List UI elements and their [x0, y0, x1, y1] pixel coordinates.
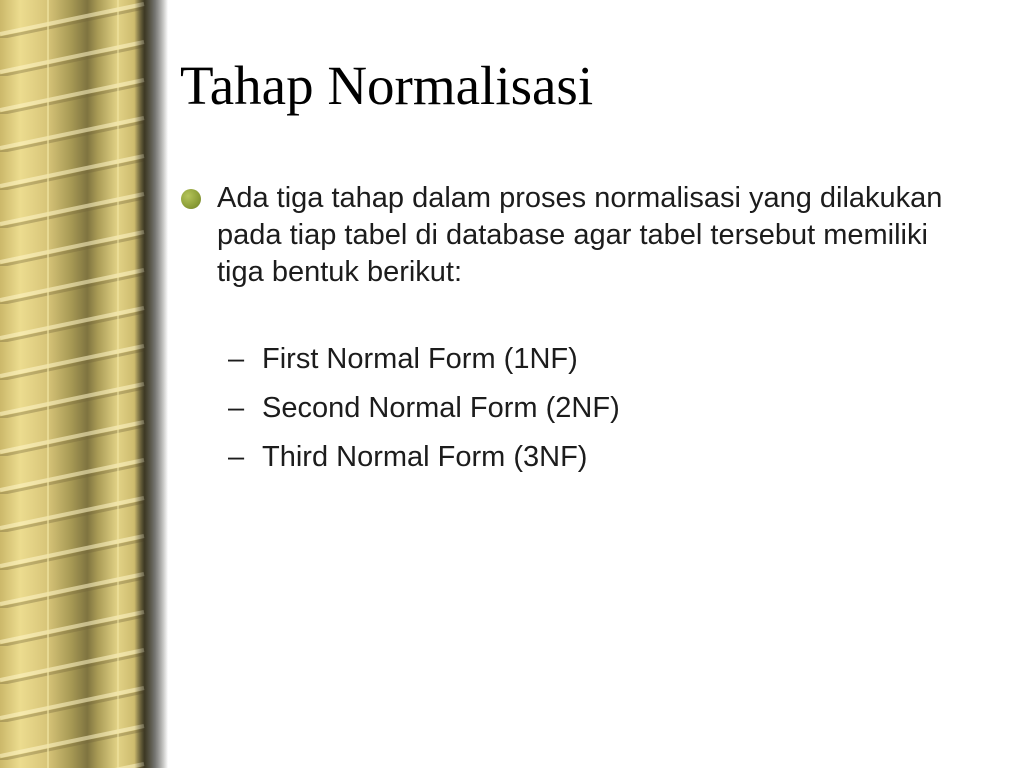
normal-form-list: [180, 335, 980, 482]
dash-icon: –: [228, 343, 245, 375]
list-item: [180, 433, 980, 482]
dash-icon: –: [228, 441, 245, 473]
list-item: [180, 335, 980, 384]
list-item-text: Third Normal Form (3NF): [262, 441, 588, 473]
slide-body: [180, 180, 980, 482]
slide-title: Tahap Normalisasi: [180, 55, 594, 116]
list-item-text: First Normal Form (1NF): [262, 343, 578, 375]
decorative-column: [0, 0, 168, 768]
list-item: [180, 384, 980, 433]
list-item-text: Second Normal Form (2NF): [262, 392, 620, 424]
main-bullet: [180, 180, 957, 291]
bullet-dot-icon: [181, 189, 201, 209]
main-bullet-text: Ada tiga tahap dalam proses normalisasi yang dilakukan pada tiap tabel di database agar tabel tersebut memiliki tiga bentuk berikut:: [217, 182, 943, 288]
dash-icon: –: [228, 392, 245, 424]
